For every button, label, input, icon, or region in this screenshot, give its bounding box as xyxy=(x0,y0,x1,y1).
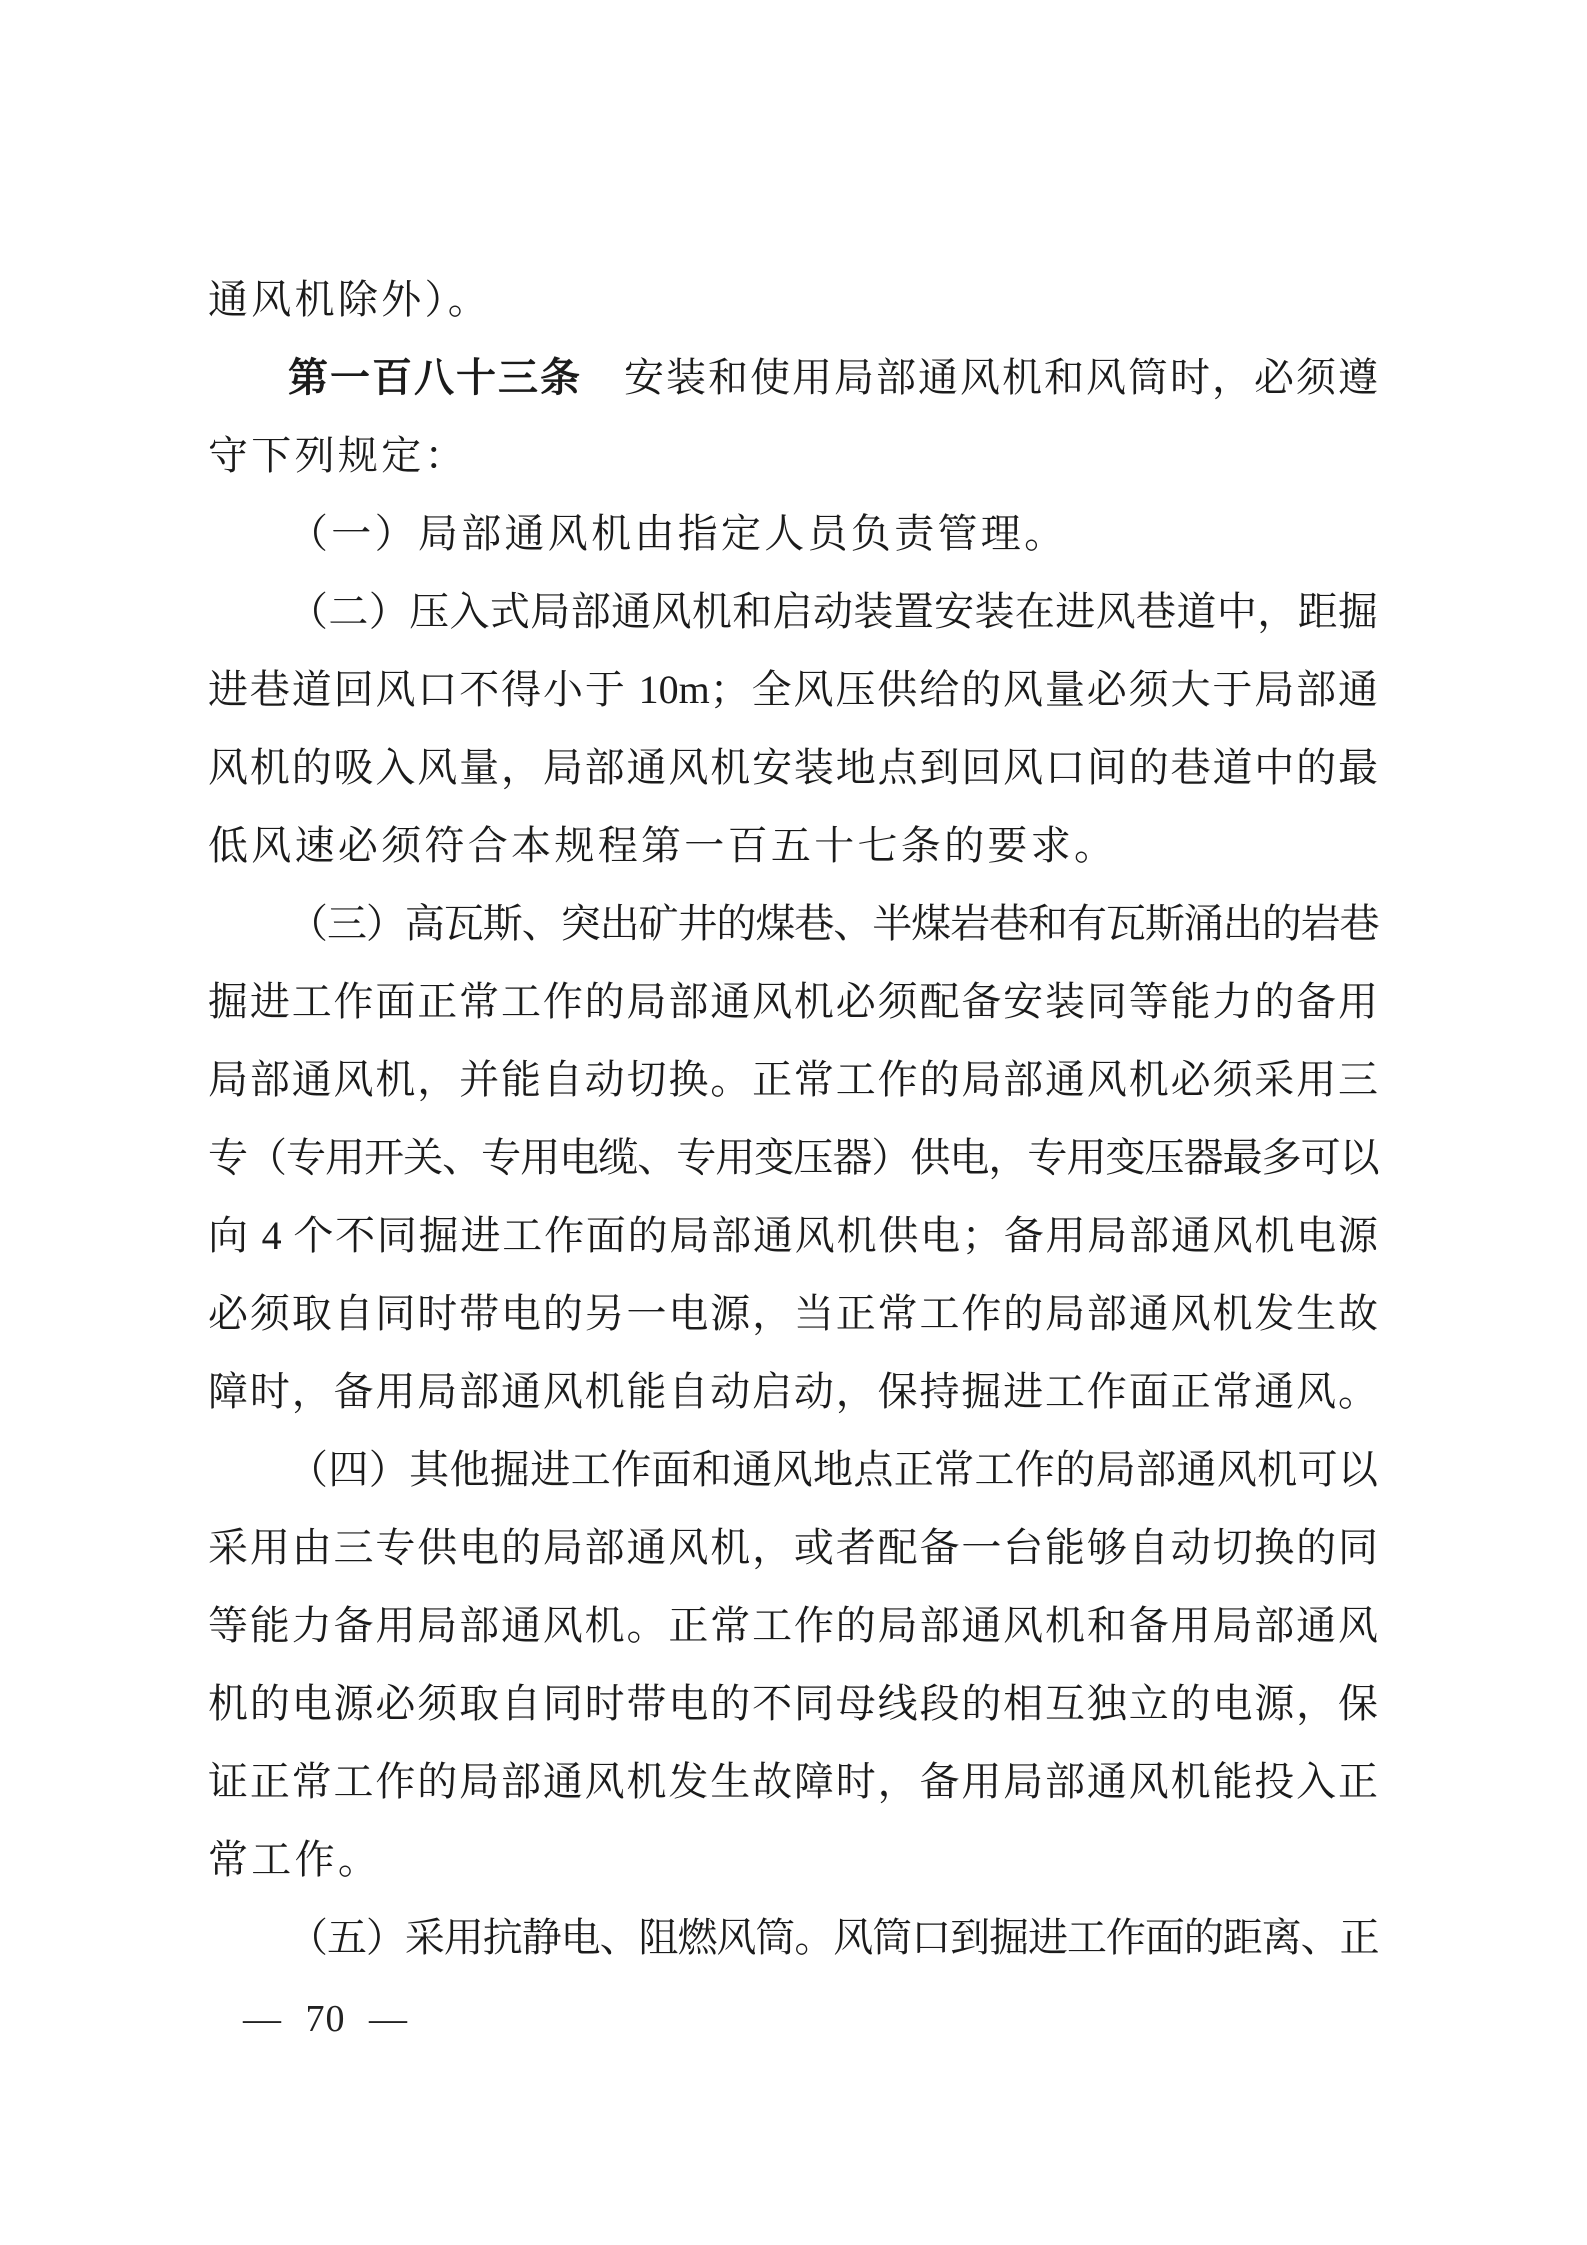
article-number-bold: 第一百八十三条 xyxy=(288,356,582,400)
page-number-dash-right: — xyxy=(369,1998,408,2040)
text-line: 第一百八十三条 安装和使用局部通风机和风筒时，必须遵 xyxy=(288,355,1378,400)
text-line: 向 4 个不同掘进工作面的局部通风机供电；备用局部通风机电源 xyxy=(208,1213,1378,1258)
text-line: 证正常工作的局部通风机发生故障时，备用局部通风机能投入正 xyxy=(208,1759,1378,1804)
regulation-text xyxy=(208,261,1378,1977)
text-line: 机的电源必须取自同时带电的不同母线段的相互独立的电源，保 xyxy=(208,1681,1378,1726)
text-line: （五）采用抗静电、阻燃风筒。风筒口到掘进工作面的距离、正 xyxy=(288,1915,1378,1960)
text-line: 局部通风机，并能自动切换。正常工作的局部通风机必须采用三 xyxy=(208,1057,1378,1102)
text-line: 采用由三专供电的局部通风机，或者配备一台能够自动切换的同 xyxy=(208,1525,1378,1570)
page-number-dash-left: — xyxy=(243,1998,282,2040)
text-line: 进巷道回风口不得小于 10m；全风压供给的风量必须大于局部通 xyxy=(208,667,1378,712)
text-line: 通风机除外）。 xyxy=(208,277,492,322)
text-line: 常工作。 xyxy=(208,1837,382,1882)
text-line: 必须取自同时带电的另一电源，当正常工作的局部通风机发生故 xyxy=(208,1291,1378,1336)
text-line: 障时，备用局部通风机能自动启动，保持掘进工作面正常通风。 xyxy=(208,1369,1378,1414)
text-line: 等能力备用局部通风机。正常工作的局部通风机和备用局部通风 xyxy=(208,1603,1378,1648)
page-footer xyxy=(243,1996,408,2042)
text-line: 守下列规定： xyxy=(208,433,468,478)
text-line: 掘进工作面正常工作的局部通风机必须配备安装同等能力的备用 xyxy=(208,979,1378,1024)
text-line: （三）高瓦斯、突出矿井的煤巷、半煤岩巷和有瓦斯涌出的岩巷 xyxy=(288,901,1378,946)
text-line: 专（专用开关、专用电缆、专用变压器）供电，专用变压器最多可以 xyxy=(208,1135,1378,1180)
text-line: 风机的吸入风量，局部通风机安装地点到回风口间的巷道中的最 xyxy=(208,745,1378,790)
text-line: （一）局部通风机由指定人员负责管理。 xyxy=(288,511,1068,556)
text-line: （四）其他掘进工作面和通风地点正常工作的局部通风机可以 xyxy=(288,1447,1378,1492)
page-number: 70 xyxy=(305,1998,346,2040)
text-line: （二）压入式局部通风机和启动装置安装在进风巷道中，距掘 xyxy=(288,589,1378,634)
text-line: 低风速必须符合本规程第一百五十七条的要求。 xyxy=(208,823,1118,868)
